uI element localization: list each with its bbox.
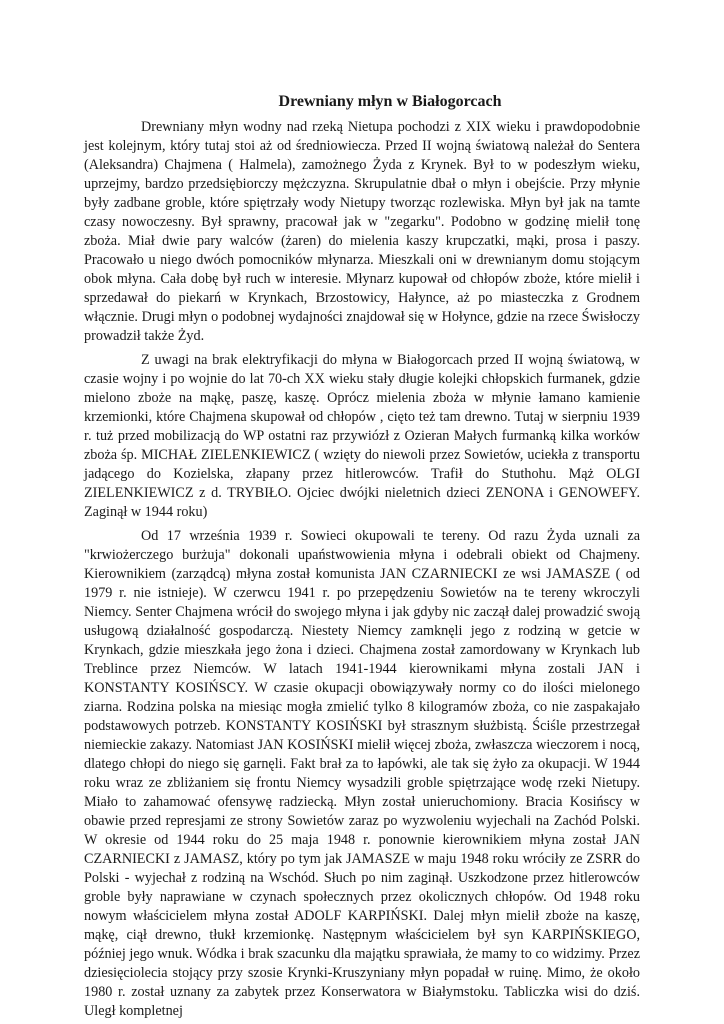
document-body xyxy=(84,118,640,1024)
document-title: Drewniany młyn w Białogorcach xyxy=(278,93,502,110)
paragraph-electrification: Z uwagi na brak elektryfikacji do młyna w Białogorcach przed II wojną światową, w czasie wojny i po wojnie do lat 70-ch XX wieku stały długie kolejki chłopskich furmanek, gdzie mielono zboże na mąkę, paszę, kaszę. Oprócz mielenia zboża w młynie łamano kamienie krzemionki, które Chajmena skupował od chłopów , cięto też tam drewno. Tutaj w sierpniu 1939 r. tuż przed mobilizacją do WP ostatni raz przywiózł z Ozieran Małych furmanką kilka worków zboża śp. MICHAŁ ZIELENKIEWICZ ( wzięty do niewoli przez Sowietów, uciekła z transportu jadącego do Kozielska, złapany przez hitlerowców. Trafił do Stuthohu. Mąż OLGI ZIELENKIEWICZ z d. TRYBIŁO. Ojciec dwójki nieletnich dzieci ZENONA i GENOWEFY. Zaginął w 1944 roku) xyxy=(84,352,640,520)
paragraph-occupation: Od 17 września 1939 r. Sowieci okupowali te tereny. Od razu Żyda uznali za "krwiożerczego burżuja" dokonali upaństwowienia młyna i odebrali obiekt od Chajmeny. Kierownikiem (zarządcą) młyna został komunista JAN CZARNIECKI ze wsi JAMASZE ( od 1979 r. nie istnieje). W czerwcu 1941 r. po przepędzeniu Sowietów na te tereny wkroczyli Niemcy. Senter Chajmena wrócił do swojego młyna i jak gdyby nic zaczął dalej prowadzić swoją usługową działalność gospodarczą. Niestety Niemcy zamknęli jego z rodziną w getcie w Krynkach, gdzie mieszkała jego żona i dzieci. Chajmena został zamordowany w Krynkach lub Treblince przez Niemców. W latach 1941-1944 kierownikami młyna zostali JAN i KONSTANTY KOSIŃSCY. W czasie okupacji obowiązywały normy co do ilości mielonego ziarna. Rodzina polska na miesiąc mogła zmielić tylko 8 kilogramów zboża, co nie zaspakajało podstawowych potrzeb. KONSTANTY KOSIŃSKI był strasznym służbistą. Ściśle przestrzegał niemieckie zakazy. Natomiast JAN KOSIŃSKI mielił więcej zboża, zwłaszcza wieczorem i nocą, dlatego chłopi do niego się garnęli. Fakt brał za to łapówki, ale tak się żyło za okupacji. W 1944 roku wraz ze zbliżaniem się frontu Niemcy wysadzili groble spiętrzające wodę rzeki Nietupy. Miało to zahamować ofensywę radziecką. Młyn został unieruchomiony. Bracia Kosińscy w obawie przed represjami ze strony Sowietów zaraz po wyzwoleniu wyjechali na Zachód Polski. W okresie od 1944 roku do 25 maja 1948 r. ponownie kierownikiem młyna został JAN CZARNIECKI z JAMASZ, który po tym jak JAMASZE w maju 1948 roku wróciły ze ZSRR do Polski - wyjechał z rodziną na Wschód. Słuch po nim zaginął. Uszkodzone przez hitlerowców groble były naprawiane w czynach społecznych przez okolicznych chłopów. Od 1948 roku nowym właścicielem młyna został ADOLF KARPIŃSKI. Dalej młyn mielił zboże na kaszę, mąkę, ciął drewno, tłukł krzemionkę. Następnym właścicielem był syn KARPIŃSKIEGO, później jego wnuk. Wódka i brak szacunku dla majątku sprawiała, że mamy to co widzimy. Przez dziesięciolecia stojący przy szosie Krynki-Kruszyniany młyn popadał w ruinę. Mimo, że około 1980 r. został uznany za zabytek przez Konserwatora w Białymstoku. Tabliczka wisi do dziś. Uległ kompletnej xyxy=(84,528,640,1019)
paragraph-mill-history: Drewniany młyn wodny nad rzeką Nietupa pochodzi z XIX wieku i prawdopodobnie jest kolejnym, który tutaj stoi aż od średniowiecza. Przed II wojną światową należał do Sentera (Aleksandra) Chajmena ( Halmela), zamożnego Żyda z Krynek. Był to w podeszłym wieku, uprzejmy, bardzo przedsiębiorczy mężczyzna. Skrupulatnie dbał o młyn i obejście. Przy młynie były zadbane groble, które spiętrzały wody Nietupy tworząc rozlewiska. Młyn był jak na tamte czasy nowoczesny. Był sprawny, pracował jak w "zegarku". Podobno w godzinę mielił tonę zboża. Miał dwie pary walców (żaren) do mielenia kaszy krupczatki, mąki, prosa i paszy. Pracowało u niego dwóch pomocników młynarza. Mieszkali oni w drewnianym domu stojącym obok młyna. Cała dobę był ruch w interesie. Młynarz kupował od chłopów zboże, które mielił i sprzedawał do piekarń w Krynkach, Brzostowicy, Hałynce, aż po miasteczka z Grodnem włącznie. Drugi młyn o podobnej wydajności znajdował się w Hołynce, gdzie na rzece Świsłoczy prowadził także Żyd. xyxy=(84,119,640,344)
